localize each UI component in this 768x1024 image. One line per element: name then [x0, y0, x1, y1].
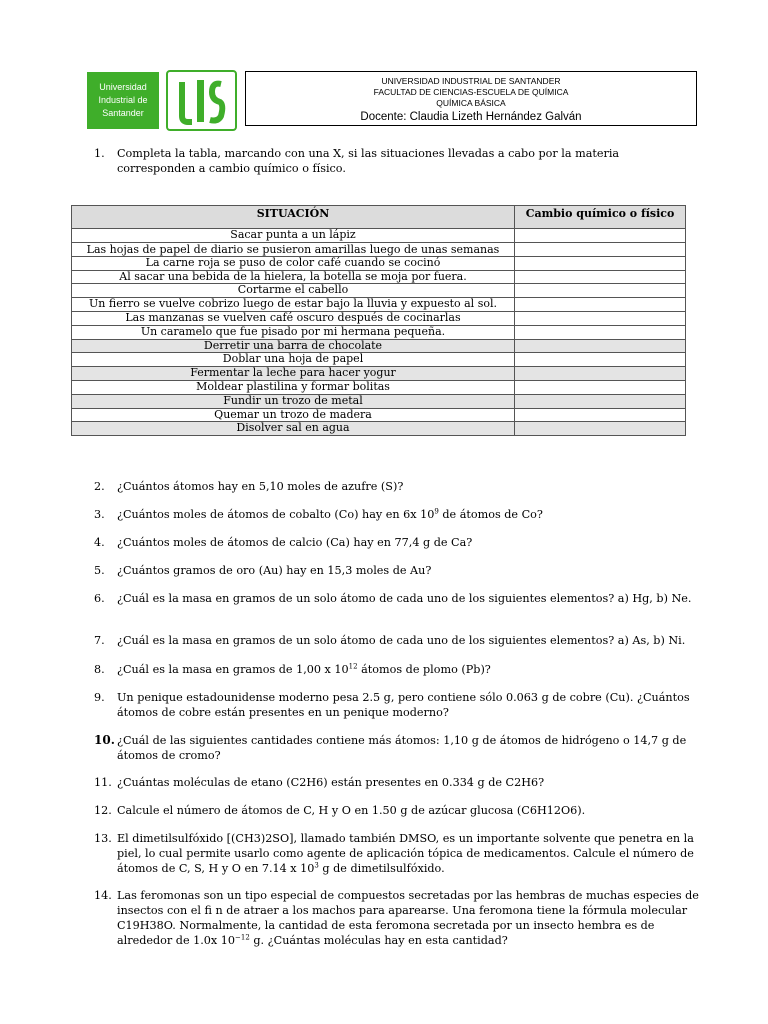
logo-line-2: Industrial de — [98, 95, 148, 105]
question-number: 5. — [94, 564, 105, 577]
question-text: ¿Cuál de las siguientes cantidades contiene más átomos: 1,10 g de átomos de hidrógeno o 14,7 g de átomos de cromo? — [117, 734, 687, 762]
header-course: QUÍMICA BÁSICA — [436, 98, 506, 108]
question-text: ¿Cuál es la masa en gramos de un solo átomo de cada uno de los siguientes elementos? a) As, b) Ni. — [117, 634, 686, 647]
table-row — [72, 270, 686, 284]
table-row — [72, 353, 686, 367]
answer-cell[interactable] — [515, 256, 686, 270]
situation-cell: Derretir una barra de chocolate — [72, 339, 515, 353]
question-number: 3. — [94, 508, 105, 521]
situation-cell: Las hojas de papel de diario se pusieron amarillas luego de unas semanas — [72, 242, 515, 256]
question-number: 1. — [94, 147, 105, 160]
table-row — [72, 408, 686, 422]
question-number: 9. — [94, 691, 105, 704]
situation-cell: Cortarme el cabello — [72, 284, 515, 298]
situation-cell: Moldear plastilina y formar bolitas — [72, 380, 515, 394]
answer-cell[interactable] — [515, 408, 686, 422]
situation-cell: Fermentar la leche para hacer yogur — [72, 367, 515, 381]
question-14 — [94, 888, 700, 948]
question-5 — [94, 563, 700, 578]
question-number: 4. — [94, 536, 105, 549]
answer-cell[interactable] — [515, 311, 686, 325]
question-text: ¿Cuántos moles de átomos de cobalto (Co) hay en 6x $10^9$ de átomos de Co? — [117, 507, 543, 521]
situation-cell: Sacar punta a un lápiz — [72, 229, 515, 243]
question-number: 11. — [94, 776, 112, 789]
table-row — [72, 367, 686, 381]
situation-cell: Doblar una hoja de papel — [72, 353, 515, 367]
answer-cell[interactable] — [515, 394, 686, 408]
table-row — [72, 325, 686, 339]
question-number: 13. — [94, 832, 112, 845]
header-docente: Docente: Claudia Lizeth Hernández Galván — [360, 111, 582, 123]
answer-cell[interactable] — [515, 270, 686, 284]
question-number: 2. — [94, 480, 105, 493]
situations-table — [71, 205, 686, 436]
table-row — [72, 298, 686, 312]
answer-cell[interactable] — [515, 367, 686, 381]
question-number: 12. — [94, 804, 112, 817]
question-text: ¿Cuántos gramos de oro (Au) hay en 15,3 moles de Au? — [117, 564, 432, 577]
question-text: ¿Cuántos átomos hay en 5,10 moles de azufre (S)? — [117, 480, 404, 493]
answer-cell[interactable] — [515, 284, 686, 298]
question-10 — [94, 733, 700, 763]
answer-cell[interactable] — [515, 422, 686, 436]
header-box — [245, 71, 697, 126]
situation-cell: Las manzanas se vuelven café oscuro después de cocinarlas — [72, 311, 515, 325]
question-number: 10. — [94, 733, 115, 747]
answer-cell[interactable] — [515, 353, 686, 367]
question-11 — [94, 775, 700, 790]
question-4 — [94, 535, 700, 550]
question-text: Completa la tabla, marcando con una X, si las situaciones llevadas a cabo por la materia corresponden a cambio químico o físico. — [117, 147, 620, 175]
question-12 — [94, 803, 700, 818]
answer-cell[interactable] — [515, 325, 686, 339]
table-row — [72, 311, 686, 325]
question-text: ¿Cuál es la masa en gramos de un solo átomo de cada uno de los siguientes elementos? a) Hg, b) Ne. — [117, 592, 692, 605]
table-row — [72, 284, 686, 298]
table-row — [72, 380, 686, 394]
answer-cell[interactable] — [515, 298, 686, 312]
situation-cell: Un caramelo que fue pisado por mi hermana pequeña. — [72, 325, 515, 339]
answer-cell[interactable] — [515, 229, 686, 243]
situation-cell: Al sacar una bebida de la hielera, la botella se moja por fuera. — [72, 270, 515, 284]
table-row — [72, 256, 686, 270]
situation-cell: Quemar un trozo de madera — [72, 408, 515, 422]
question-text: Calcule el número de átomos de C, H y O en 1.50 g de azúcar glucosa (C6H12O6). — [117, 804, 586, 817]
question-text: Las feromonas son un tipo especial de compuestos secretadas por las hembras de muchas especies de insectos con el fi n de atraer a los machos para aparearse. Una feromona tiene la fórmula molecular C19H38O. Normalmente, la cantidad de esta feromona secretada por un insecto hembra es de alrededor de 1.0x $10^{-12}$ g. ¿Cuántas moléculas hay en esta cantidad? — [117, 889, 699, 947]
situation-cell: Un fierro se vuelve cobrizo luego de estar bajo la lluvia y expuesto al sol. — [72, 298, 515, 312]
situation-cell: La carne roja se puso de color café cuando se cocinó — [72, 256, 515, 270]
answer-cell[interactable] — [515, 380, 686, 394]
question-9 — [94, 690, 700, 720]
question-6 — [94, 591, 700, 606]
question-number: 6. — [94, 592, 105, 605]
header-cambio: Cambio químico o físico — [515, 206, 686, 229]
question-text: ¿Cuál es la masa en gramos de 1,00 x $10^{12}$ átomos de plomo (Pb)? — [117, 662, 491, 676]
university-logo — [87, 72, 159, 129]
question-7 — [94, 633, 700, 648]
situation-cell: Disolver sal en agua — [72, 422, 515, 436]
table-row — [72, 422, 686, 436]
header-situacion: SITUACIÓN — [72, 206, 515, 229]
table-row — [72, 394, 686, 408]
question-8 — [94, 662, 700, 677]
question-text: El dimetilsulfóxido [(CH3)2SO], llamado también DMSO, es un importante solvente que penetra en la piel, lo cual permite usarlo como agente de aplicación tópica de medicamentos. Calcule el número de átomos de C, S, H y O en 7.14 x $10^3$ g de dimetilsulfóxido. — [117, 832, 694, 875]
question-3 — [94, 507, 700, 522]
table-row — [72, 339, 686, 353]
answer-cell[interactable] — [515, 242, 686, 256]
question-number: 7. — [94, 634, 105, 647]
question-text: ¿Cuántas moléculas de etano (C2H6) están presentes en 0.334 g de C2H6? — [117, 776, 545, 789]
uis-logo — [166, 70, 237, 131]
question-text: ¿Cuántos moles de átomos de calcio (Ca) hay en 77,4 g de Ca? — [117, 536, 473, 549]
logo-line-3: Santander — [102, 108, 144, 118]
answer-cell[interactable] — [515, 339, 686, 353]
situation-cell: Fundir un trozo de metal — [72, 394, 515, 408]
table-row — [72, 229, 686, 243]
table-row — [72, 242, 686, 256]
question-number: 14. — [94, 889, 112, 902]
question-2 — [94, 479, 700, 494]
header-university: UNIVERSIDAD INDUSTRIAL DE SANTANDER — [381, 76, 561, 86]
question-1 — [94, 146, 700, 176]
header-faculty: FACULTAD DE CIENCIAS-ESCUELA DE QUÍMICA — [373, 87, 569, 97]
question-number: 8. — [94, 663, 105, 676]
logo-line-1: Universidad — [99, 82, 147, 92]
question-text: Un penique estadounidense moderno pesa 2.5 g, pero contiene sólo 0.063 g de cobre (Cu). ¿Cuántos átomos de cobre están presentes en un penique moderno? — [117, 691, 690, 719]
question-13 — [94, 831, 700, 876]
